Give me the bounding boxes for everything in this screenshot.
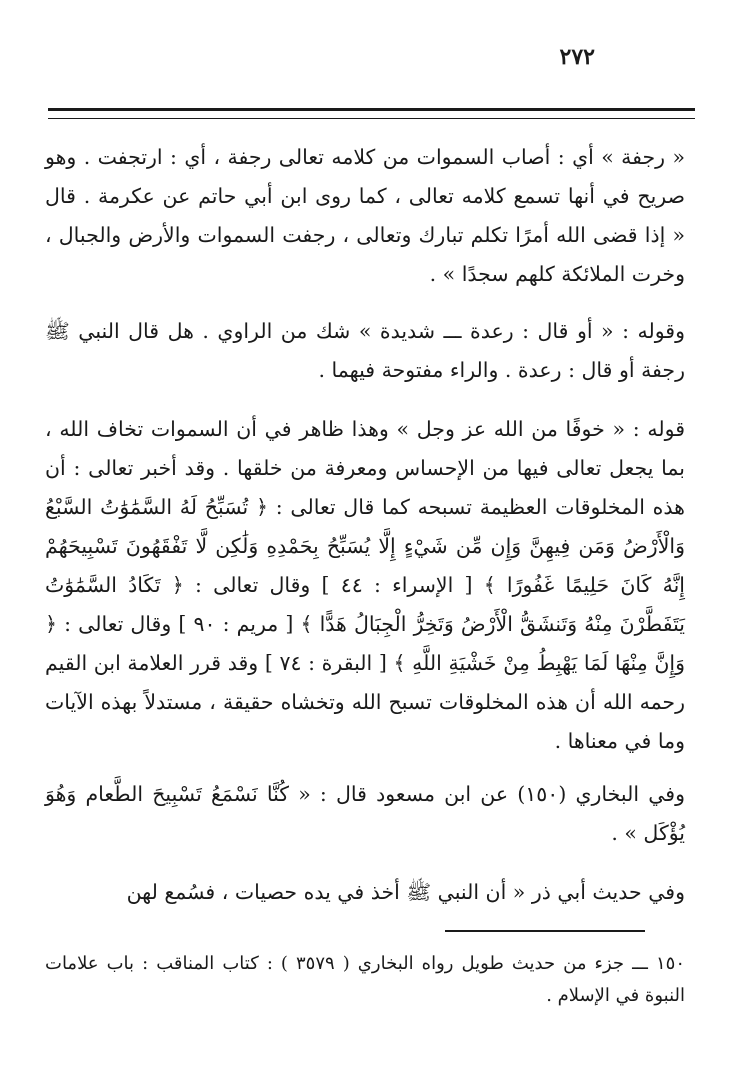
footnote-150: ١٥٠ ـــ جزء من حديث طويل رواه البخاري ( ٣٥٧٩ ) : كتاب المناقب : باب علامات النبوة في الإسلام . [45,953,685,1006]
page-number: ٢٧٢ [559,44,595,70]
paragraph-abu-dhar: وفي حديث أبي ذر « أن النبي ﷺ أخذ في يده حصيات ، فسُمع لهن [126,880,685,904]
footnote-separator [445,930,645,932]
paragraph-bukhari: وفي البخاري (١٥٠) عن ابن مسعود قال : « كُنَّا نَسْمَعُ تَسْبِيحَ الطَّعام وَهُوَ يُؤْكَل » . [45,782,685,845]
main-body-text [45,138,685,928]
header-double-rule [48,108,695,119]
paragraph-raada: وقوله : « أو قال : رعدة ـــ شديدة » شك من الراوي . هل قال النبي ﷺ رجفة أو قال : رعدة . والراء مفتوحة فيهما . [45,319,685,382]
paragraph-rajfa: « رجفة » أي : أصاب السموات من كلامه تعالى رجفة ، أي : ارتجفت . وهو صريح في أنها تسمع كلامه تعالى ، كما روى ابن أبي حاتم عن عكرمة . قال « إذا قضى الله أمرًا تكلم تبارك وتعالى ، رجفت السموات والأرض والجبال ، وخرت الملائكة كلهم سجدًا » . [45,145,685,286]
paragraph-khawf: قوله : « خوفًا من الله عز وجل » وهذا ظاهر في أن السموات تخاف الله ، بما يجعل تعالى فيها من الإحساس ومعرفة من خلقها . وقد أخبر تعالى : أن هذه المخلوقات العظيمة تسبحه كما قال تعالى : ﴿ تُسَبِّحُ لَهُ السَّمَٰوَٰتُ السَّبْعُ وَالْأَرْضُ وَمَن فِيهِنَّ وَإِن مِّن شَيْءٍ إِلَّا يُسَبِّحُ بِحَمْدِهِ وَلَٰكِن لَّا تَفْقَهُونَ تَسْبِيحَهُمْ إِنَّهُ كَانَ حَلِيمًا غَفُورًا ﴾ [ الإسراء : ٤٤ ] وقال تعالى : ﴿ تَكَادُ السَّمَٰوَٰتُ يَتَفَطَّرْنَ مِنْهُ وَتَنشَقُّ الْأَرْضُ وَتَخِرُّ الْجِبَالُ هَدًّا ﴾ [ مريم : ٩٠ ] وقال تعالى : ﴿ وَإِنَّ مِنْهَا لَمَا يَهْبِطُ مِنْ خَشْيَةِ اللَّهِ ﴾ [ البقرة : ٧٤ ] وقد قرر العلامة ابن القيم رحمه الله أن هذه المخلوقات تسبح الله وتخشاه حقيقة ، مستدلاً بهذه الآيات وما في معناها . [45,417,686,753]
